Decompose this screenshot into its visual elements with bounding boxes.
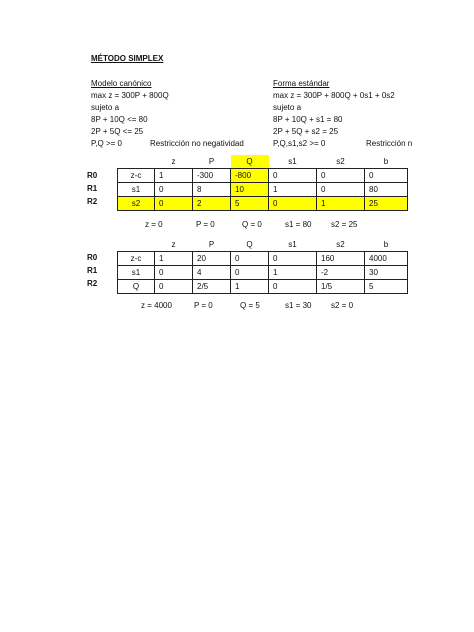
table-cell: 0 — [155, 183, 193, 197]
header-cell: z — [171, 240, 176, 249]
header-cell: s2 — [336, 157, 345, 166]
table-cell: 0 — [269, 252, 317, 266]
header-cell-pivot-column: Q — [231, 155, 269, 169]
row-label-r1: R1 — [87, 184, 98, 193]
table-cell: -300 — [193, 169, 231, 183]
header-cell: P — [208, 240, 215, 249]
basis-cell: z-c — [118, 252, 155, 266]
table-cell: 0 — [317, 169, 365, 183]
table-cell: 20 — [193, 252, 231, 266]
table-cell: 1 — [317, 197, 365, 211]
standard-line: P,Q,s1,s2 >= 0 — [273, 139, 326, 148]
standard-heading: Forma estándar — [273, 79, 330, 88]
table-cell: 0 — [231, 252, 269, 266]
header-cell: s1 — [288, 157, 297, 166]
row-label-r1: R1 — [87, 266, 98, 275]
table-header-row — [118, 238, 408, 252]
summary-s2: s2 = 0 — [331, 301, 354, 310]
table-cell: 1 — [269, 183, 317, 197]
row-label-r0: R0 — [87, 253, 98, 262]
table-cell: 0 — [269, 169, 317, 183]
summary-q: Q = 5 — [240, 301, 260, 310]
canonical-line: 2P + 5Q <= 25 — [91, 127, 144, 136]
canonical-restriction: Restricción no negatividad — [150, 139, 244, 148]
table-cell: 1 — [231, 280, 269, 294]
canonical-line: P,Q >= 0 — [91, 139, 122, 148]
simplex-table-2 — [117, 238, 408, 294]
row-label-r2: R2 — [87, 279, 98, 288]
table-cell: 2 — [193, 197, 231, 211]
summary-p: P = 0 — [194, 301, 213, 310]
canonical-line: max z = 300P + 800Q — [91, 91, 169, 100]
table-row — [118, 266, 408, 280]
header-cell: b — [383, 157, 389, 166]
table-cell: -2 — [317, 266, 365, 280]
table-cell: 0 — [365, 169, 408, 183]
table-cell: 80 — [365, 183, 408, 197]
row-label-r0: R0 — [87, 171, 98, 180]
header-cell: P — [208, 157, 215, 166]
standard-line: 2P + 5Q + s2 = 25 — [273, 127, 339, 136]
standard-line: sujeto a — [273, 103, 302, 112]
standard-restriction: Restricción n — [366, 139, 413, 148]
summary-z: z = 0 — [145, 220, 163, 229]
table-cell-pivot-column: -800 — [231, 169, 269, 183]
canonical-line: 8P + 10Q <= 80 — [91, 115, 148, 124]
table-cell: 0 — [155, 280, 193, 294]
table-cell: 0 — [269, 280, 317, 294]
table-cell: 0 — [155, 266, 193, 280]
table-cell: 0 — [317, 183, 365, 197]
table-cell: 5 — [365, 280, 408, 294]
basis-cell: Q — [118, 280, 155, 294]
table-cell: 4 — [193, 266, 231, 280]
header-cell: s2 — [336, 240, 345, 249]
simplex-table-1 — [117, 155, 408, 211]
summary-s1: s1 = 30 — [285, 301, 312, 310]
canonical-line: sujeto a — [91, 103, 120, 112]
table-cell: 1 — [269, 266, 317, 280]
standard-line: max z = 300P + 800Q + 0s1 + 0s2 — [273, 91, 395, 100]
header-cell — [118, 238, 155, 252]
header-cell: s1 — [288, 240, 297, 249]
table-header-row — [118, 155, 408, 169]
basis-cell: s1 — [118, 266, 155, 280]
summary-q: Q = 0 — [242, 220, 262, 229]
header-cell: Q — [246, 240, 253, 249]
table-row-pivot — [118, 197, 408, 211]
summary-p: P = 0 — [196, 220, 215, 229]
table-cell: 0 — [269, 197, 317, 211]
header-cell: b — [383, 240, 389, 249]
table-row — [118, 183, 408, 197]
row-label-r2: R2 — [87, 197, 98, 206]
table-cell: 1/5 — [317, 280, 365, 294]
table-cell: 2/5 — [193, 280, 231, 294]
standard-line: 8P + 10Q + s1 = 80 — [273, 115, 343, 124]
table-row — [118, 169, 408, 183]
basis-cell: s2 — [118, 197, 155, 211]
basis-cell: s1 — [118, 183, 155, 197]
table-cell: 25 — [365, 197, 408, 211]
table-cell: 1 — [155, 169, 193, 183]
header-cell: z — [171, 157, 176, 166]
table-cell: 30 — [365, 266, 408, 280]
summary-s2: s2 = 25 — [331, 220, 358, 229]
table-cell-pivot-column: 10 — [231, 183, 269, 197]
table-cell: 4000 — [365, 252, 408, 266]
table-row — [118, 252, 408, 266]
table-cell: 0 — [155, 197, 193, 211]
table-cell: 8 — [193, 183, 231, 197]
summary-s1: s1 = 80 — [285, 220, 312, 229]
table-cell: 160 — [317, 252, 365, 266]
header-cell — [118, 155, 155, 169]
table-cell: 0 — [231, 266, 269, 280]
pivot-cell: 5 — [231, 197, 269, 211]
basis-cell: z-c — [118, 169, 155, 183]
table-row — [118, 280, 408, 294]
document-title: MÉTODO SIMPLEX — [91, 54, 164, 63]
canonical-heading: Modelo canónico — [91, 79, 152, 88]
table-cell: 1 — [155, 252, 193, 266]
summary-z: z = 4000 — [141, 301, 172, 310]
